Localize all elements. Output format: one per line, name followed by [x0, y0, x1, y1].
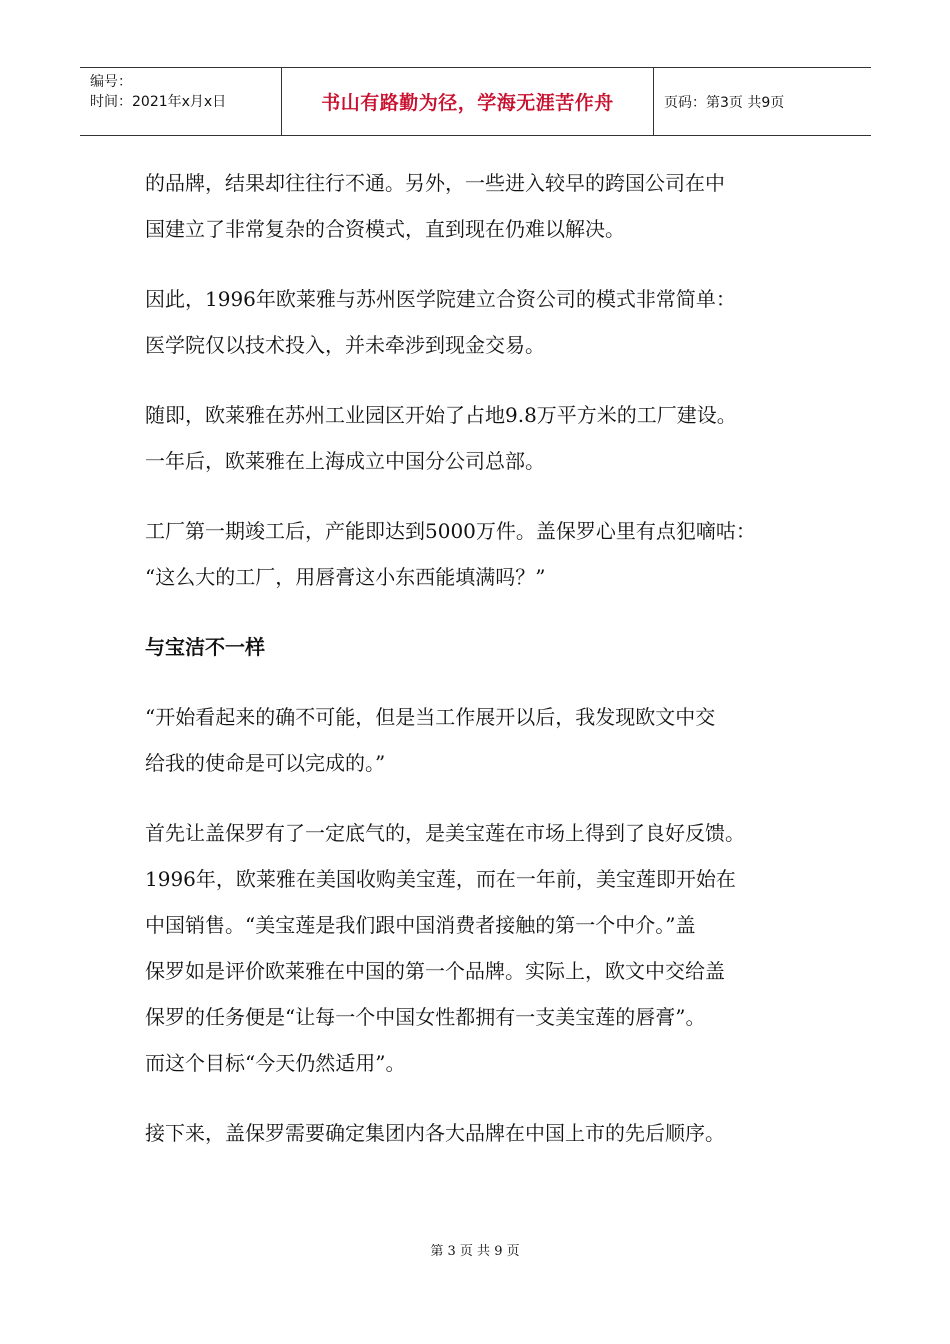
header-page-info-cell — [654, 68, 871, 135]
header-meta — [80, 68, 282, 135]
paragraph: 因此，1996年欧莱雅与苏州医学院建立合资公司的模式非常简单： 医学院仅以技术投入，并未牵涉到现金交易。 — [145, 287, 736, 357]
paragraph: 随即，欧莱雅在苏州工业园区开始了占地9.8万平方米的工厂建设。 一年后，欧莱雅在上海成立中国分公司总部。 — [145, 403, 737, 473]
document-time-label: 时间：2021年x月x日 — [90, 94, 227, 110]
document-body — [145, 160, 825, 1180]
document-number-label: 编号： — [90, 74, 132, 90]
page-header — [80, 67, 871, 136]
paragraph: “开始看起来的确不可能，但是当工作展开以后，我发现欧文中交 给我的使命是可以完成的。” — [145, 705, 716, 775]
header-motto: 书山有路勤为径，学海无涯苦作舟 — [321, 92, 614, 114]
paragraph: 首先让盖保罗有了一定底气的，是美宝莲在市场上得到了良好反馈。 1996年，欧莱雅在美国收购美宝莲，而在一年前，美宝莲即开始在 中国销售。“美宝莲是我们跟中国消费者接触的第一个中介。”盖 保罗如是评价欧莱雅在中国的第一个品牌。实际上，欧文中交给盖 保罗的任务便是“让每一个中国女性都拥有一支美宝莲的唇膏”。 而这个目标“今天仍然适用”。 — [145, 821, 745, 1075]
section-heading: 与宝洁不一样 — [145, 635, 265, 659]
header-motto-cell — [282, 68, 654, 135]
header-page-info: 页码：第3页 共9页 — [664, 94, 785, 111]
paragraph: 接下来，盖保罗需要确定集团内各大品牌在中国上市的先后顺序。 — [145, 1121, 725, 1145]
paragraph: 工厂第一期竣工后，产能即达到5000万件。盖保罗心里有点犯嘀咕： “这么大的工厂，用唇膏这小东西能填满吗？” — [145, 519, 756, 589]
page-footer: 第 3 页 共 9 页 — [430, 1244, 520, 1259]
paragraph: 的品牌，结果却往往行不通。另外，一些进入较早的跨国公司在中 国建立了非常复杂的合资模式，直到现在仍难以解决。 — [145, 171, 725, 241]
